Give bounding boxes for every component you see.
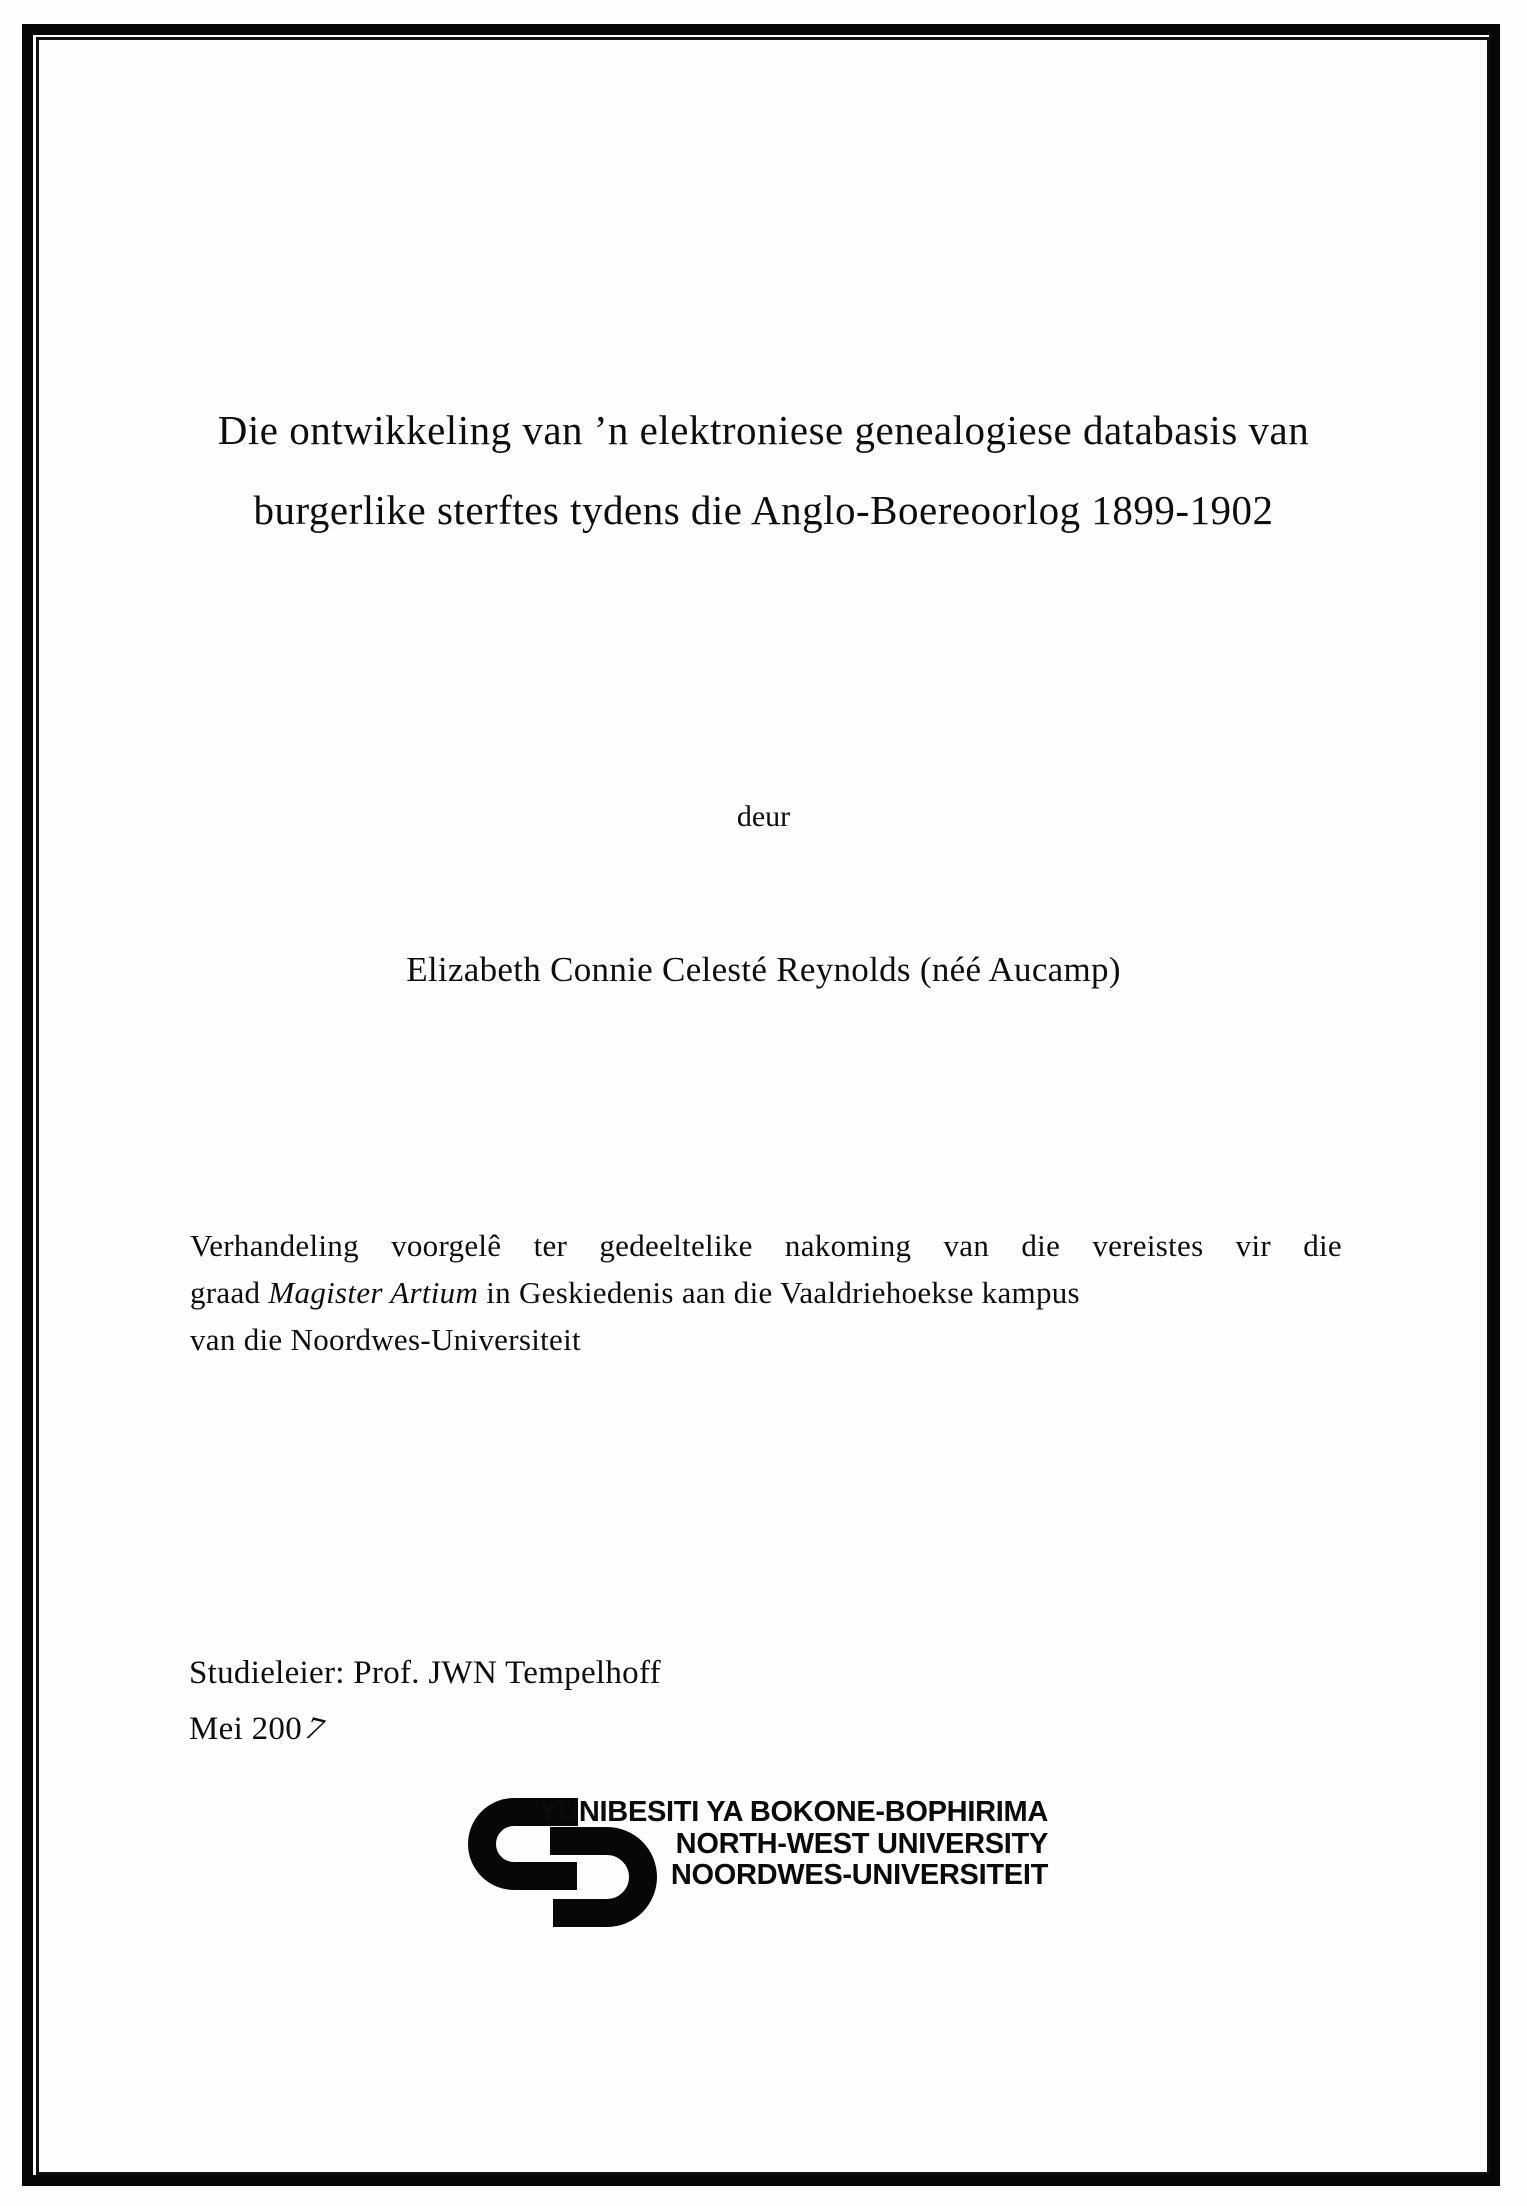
thesis-title-line2: burgerlike sterftes tydens die Anglo-Boereoorlog 1899-1902 [253,487,1274,533]
date-prefix: Mei 200 [189,1711,303,1747]
logo-text-afrikaans: NOORDWES-UNIVERSITEIT [670,1859,1048,1891]
thesis-title [110,390,1417,550]
degree-name-italic: Magister Artium [268,1275,479,1310]
thesis-title-line1: Die ontwikkeling van ’n elektroniese genealogiese databasis van [217,407,1310,453]
byline-label: deur [736,800,791,833]
university-logo-text [539,1797,1048,1892]
degree-statement-line2 [190,1269,1342,1316]
degree-statement [190,1222,1342,1363]
degree-statement-line2-pre: graad [190,1275,269,1310]
degree-statement-line1: Verhandeling voorgelê ter gedeeltelike nakoming van die vereistes vir die [190,1228,1342,1263]
author-name: Elizabeth Connie Celesté Reynolds (néé Aucamp) [406,950,1121,989]
logo-text-setswana: YUNIBESITI YA BOKONE-BOPHIRIMA [539,1796,1048,1828]
date-line [189,1701,661,1757]
date-last-digit: 7 [299,1710,330,1749]
logo-text-english: NORTH-WEST UNIVERSITY [675,1827,1048,1860]
supervisor-block [189,1645,661,1757]
degree-statement-line2-post: in Geskiedenis aan die Vaaldriehoekse kampus [478,1275,1080,1310]
supervisor-line: Studieleier: Prof. JWN Tempelhoff [189,1655,661,1691]
degree-statement-line3: van die Noordwes-Universiteit [190,1322,581,1357]
